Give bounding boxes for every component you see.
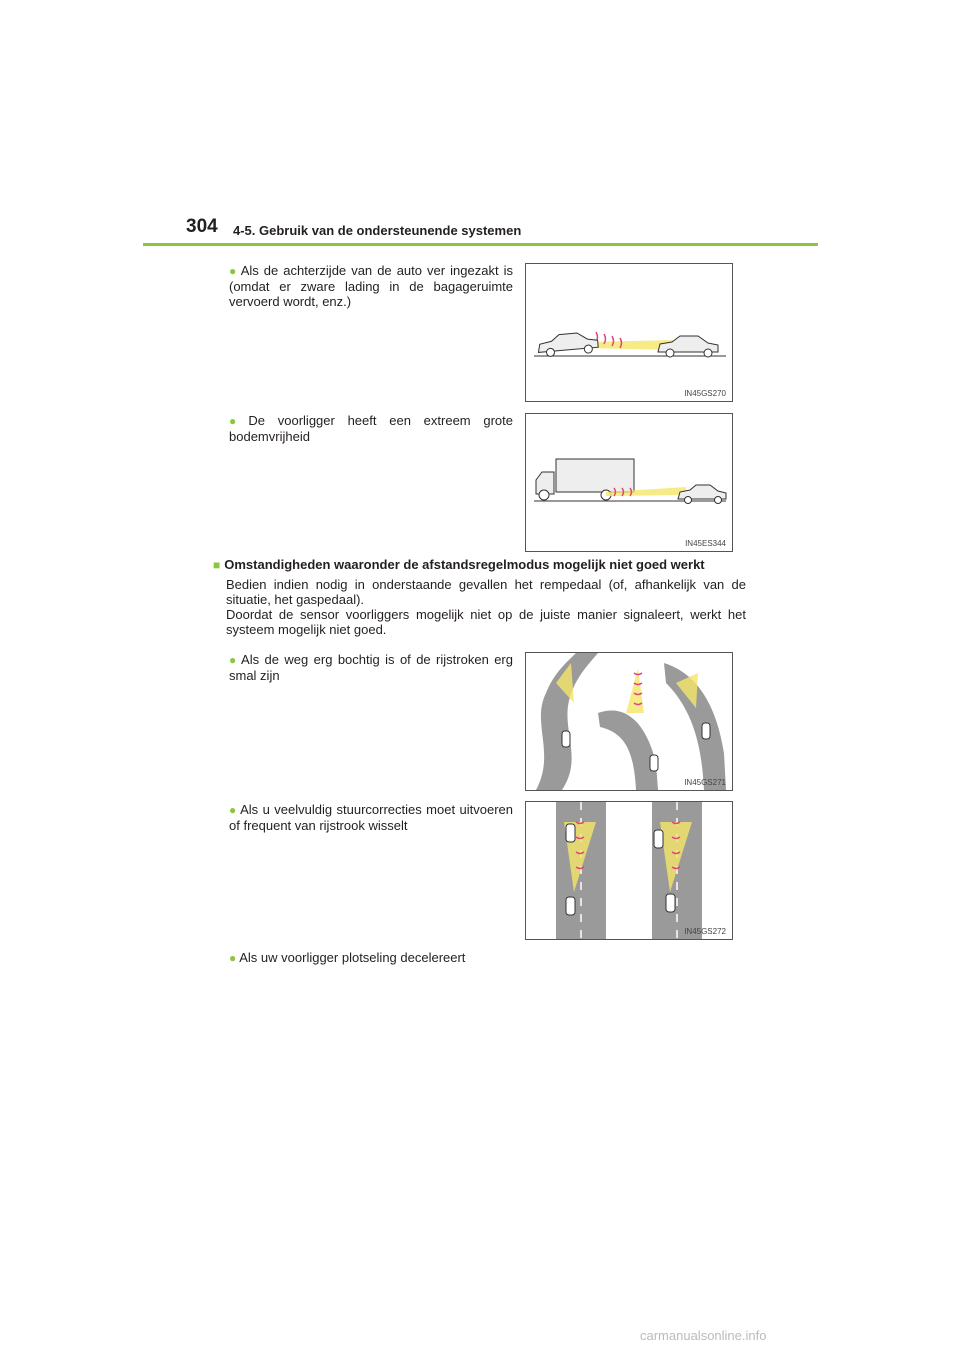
figure-code: IN45GS270 [684, 389, 726, 398]
figure-high-clearance [525, 413, 733, 552]
bullet-icon: ● [229, 264, 238, 278]
bullet-item-2 [229, 413, 513, 444]
figure-code: IN45GS272 [684, 927, 726, 936]
paragraph-2: Doordat de sensor voorliggers mogelijk niet op de juiste manier signaleert, werkt het systeem mogelijk niet goed. [226, 607, 746, 637]
bullet-icon: ● [229, 951, 237, 965]
header-rule [143, 243, 818, 246]
figure-code: IN45GS271 [684, 778, 726, 787]
subsection-title: Omstandigheden waaronder de afstandsregelmodus mogelijk niet goed werkt [224, 557, 705, 572]
square-bullet-icon: ■ [213, 558, 221, 572]
page-number: 304 [186, 216, 218, 237]
subsection-heading [213, 557, 705, 572]
bullet-text: Als u veelvuldig stuurcorrecties moet uitvoeren of frequent van rijstrook wisselt [229, 802, 513, 833]
bullet-icon: ● [229, 653, 239, 667]
paragraph-1: Bedien indien nodig in onderstaande gevallen het rempedaal (of, afhankelijk van de situatie, het gaspedaal). [226, 577, 746, 607]
bullet-icon: ● [229, 803, 238, 817]
figure-code: IN45ES344 [685, 539, 726, 548]
figure-rear-sagging [525, 263, 733, 402]
figure-curvy-road [525, 652, 733, 791]
bullet-text: Als de achterzijde van de auto ver ingezakt is (omdat er zware lading in de bagageruimte vervoerd wordt, enz.) [229, 263, 514, 309]
bullet-item-4 [229, 802, 513, 833]
bullet-item-5 [229, 950, 519, 966]
section-title: 4-5. Gebruik van de ondersteunende systemen [233, 223, 522, 238]
bullet-item-1 [229, 263, 513, 309]
bullet-item-3 [229, 652, 513, 683]
watermark: carmanualsonline.info [640, 1328, 767, 1343]
bullet-text: De voorligger heeft een extreem grote bodemvrijheid [229, 413, 513, 444]
bullet-icon: ● [229, 414, 246, 428]
figure-lane-changes [525, 801, 733, 940]
bullet-text: Als uw voorligger plotseling decelereert [239, 950, 466, 965]
subsection-paragraph [226, 577, 746, 637]
bullet-text: Als de weg erg bochtig is of de rijstroken erg smal zijn [229, 652, 513, 683]
